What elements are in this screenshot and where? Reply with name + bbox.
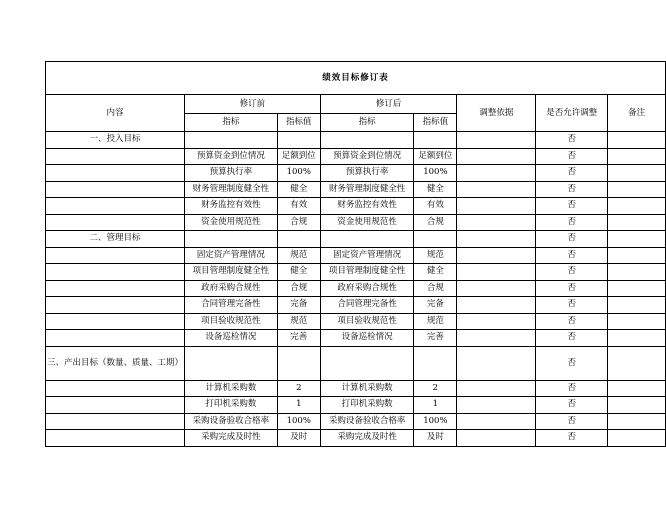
table-row <box>46 330 666 347</box>
cell-category <box>46 165 185 182</box>
cell-indicator-after: 项目验收规范性 <box>320 313 414 330</box>
cell-value-after: 1 <box>414 397 457 414</box>
cell-indicator-after: 财务监控有效性 <box>320 198 414 215</box>
header-before: 修订前 <box>185 95 321 114</box>
cell-remark <box>608 132 666 149</box>
cell-value-before: 有效 <box>277 198 320 215</box>
cell-category <box>46 330 185 347</box>
cell-category <box>46 148 185 165</box>
cell-indicator-after: 设备巡检情况 <box>320 330 414 347</box>
cell-remark <box>608 264 666 281</box>
cell-allowed: 否 <box>536 198 608 215</box>
cell-value-after: 合规 <box>414 214 457 231</box>
header-content: 内容 <box>46 95 185 132</box>
cell-indicator-after: 固定资产管理情况 <box>320 247 414 264</box>
cell-value-after: 合规 <box>414 280 457 297</box>
cell-remark <box>608 380 666 397</box>
cell-value-after: 2 <box>414 380 457 397</box>
cell-value-after: 规范 <box>414 247 457 264</box>
cell-value-before: 及时 <box>277 430 320 447</box>
cell-value-before: 健全 <box>277 181 320 198</box>
cell-basis <box>457 132 536 149</box>
cell-remark <box>608 280 666 297</box>
cell-indicator-before: 采购设备验收合格率 <box>185 413 278 430</box>
cell-remark <box>608 231 666 248</box>
cell-category: 二、管理目标 <box>46 231 185 248</box>
cell-indicator-before: 采购完成及时性 <box>185 430 278 447</box>
cell-indicator-before: 项目验收规范性 <box>185 313 278 330</box>
cell-indicator-after <box>320 346 414 380</box>
cell-value-after: 完备 <box>414 297 457 314</box>
cell-value-after: 健全 <box>414 264 457 281</box>
cell-allowed: 否 <box>536 330 608 347</box>
cell-allowed: 否 <box>536 132 608 149</box>
cell-basis <box>457 280 536 297</box>
cell-remark <box>608 346 666 380</box>
cell-indicator-before: 预算资金到位情况 <box>185 148 278 165</box>
cell-value-after: 完善 <box>414 330 457 347</box>
cell-allowed: 否 <box>536 247 608 264</box>
cell-value-before: 健全 <box>277 264 320 281</box>
cell-allowed: 否 <box>536 297 608 314</box>
header-indicator-after: 指标 <box>320 114 414 132</box>
table-title: 绩效目标修订表 <box>46 62 666 95</box>
table-row <box>46 380 666 397</box>
cell-indicator-before: 合同管理完备性 <box>185 297 278 314</box>
cell-remark <box>608 247 666 264</box>
performance-target-table <box>45 61 666 447</box>
table-row <box>46 132 666 149</box>
cell-remark <box>608 181 666 198</box>
cell-indicator-before: 财务管理制度健全性 <box>185 181 278 198</box>
cell-value-before: 1 <box>277 397 320 414</box>
cell-allowed: 否 <box>536 181 608 198</box>
cell-value-before <box>277 346 320 380</box>
table-row <box>46 148 666 165</box>
cell-basis <box>457 247 536 264</box>
header-remark: 备注 <box>608 95 666 132</box>
cell-category <box>46 380 185 397</box>
cell-allowed: 否 <box>536 148 608 165</box>
cell-category <box>46 397 185 414</box>
cell-category <box>46 280 185 297</box>
cell-indicator-before: 政府采购合规性 <box>185 280 278 297</box>
cell-allowed: 否 <box>536 313 608 330</box>
header-basis: 调整依据 <box>457 95 536 132</box>
cell-allowed: 否 <box>536 397 608 414</box>
cell-allowed: 否 <box>536 380 608 397</box>
cell-category <box>46 297 185 314</box>
cell-value-before: 完备 <box>277 297 320 314</box>
cell-indicator-after: 计算机采购数 <box>320 380 414 397</box>
table-row <box>46 397 666 414</box>
cell-value-after <box>414 132 457 149</box>
cell-basis <box>457 380 536 397</box>
cell-value-before: 合规 <box>277 214 320 231</box>
cell-indicator-before <box>185 346 278 380</box>
cell-basis <box>457 264 536 281</box>
cell-value-before: 合规 <box>277 280 320 297</box>
cell-value-after: 100% <box>414 413 457 430</box>
cell-category: 一、投入目标 <box>46 132 185 149</box>
cell-allowed: 否 <box>536 264 608 281</box>
table-row <box>46 264 666 281</box>
cell-allowed: 否 <box>536 346 608 380</box>
cell-allowed: 否 <box>536 413 608 430</box>
cell-indicator-before: 计算机采购数 <box>185 380 278 397</box>
cell-value-after: 100% <box>414 165 457 182</box>
cell-basis <box>457 430 536 447</box>
cell-value-after: 规范 <box>414 313 457 330</box>
cell-basis <box>457 413 536 430</box>
cell-category <box>46 198 185 215</box>
cell-basis <box>457 214 536 231</box>
cell-category <box>46 247 185 264</box>
cell-remark <box>608 313 666 330</box>
cell-category: 三、产出目标（数量、质量、工期） <box>46 346 185 380</box>
cell-basis <box>457 231 536 248</box>
header-allowed: 是否允许调整 <box>536 95 608 132</box>
cell-value-after: 及时 <box>414 430 457 447</box>
cell-indicator-before <box>185 231 278 248</box>
table-row <box>46 165 666 182</box>
cell-indicator-after: 预算执行率 <box>320 165 414 182</box>
table-row <box>46 231 666 248</box>
cell-remark <box>608 148 666 165</box>
cell-allowed: 否 <box>536 430 608 447</box>
cell-category <box>46 430 185 447</box>
cell-allowed: 否 <box>536 280 608 297</box>
cell-remark <box>608 214 666 231</box>
cell-remark <box>608 165 666 182</box>
cell-remark <box>608 413 666 430</box>
cell-value-before: 100% <box>277 413 320 430</box>
cell-indicator-after: 采购设备验收合格率 <box>320 413 414 430</box>
table-row <box>46 280 666 297</box>
cell-value-before: 2 <box>277 380 320 397</box>
table-row <box>46 247 666 264</box>
cell-remark <box>608 198 666 215</box>
table-row <box>46 297 666 314</box>
cell-indicator-after <box>320 231 414 248</box>
header-after: 修订后 <box>320 95 457 114</box>
header-value-after: 指标值 <box>414 114 457 132</box>
cell-value-before: 规范 <box>277 313 320 330</box>
cell-allowed: 否 <box>536 165 608 182</box>
cell-indicator-after: 资金使用规范性 <box>320 214 414 231</box>
cell-value-after <box>414 346 457 380</box>
cell-basis <box>457 397 536 414</box>
cell-value-before: 足额到位 <box>277 148 320 165</box>
cell-indicator-after: 项目管理制度健全性 <box>320 264 414 281</box>
cell-basis <box>457 165 536 182</box>
cell-indicator-after: 预算资金到位情况 <box>320 148 414 165</box>
cell-value-before: 100% <box>277 165 320 182</box>
cell-category <box>46 181 185 198</box>
cell-indicator-before <box>185 132 278 149</box>
cell-basis <box>457 330 536 347</box>
cell-indicator-after: 合同管理完备性 <box>320 297 414 314</box>
cell-value-after <box>414 231 457 248</box>
cell-remark <box>608 430 666 447</box>
cell-indicator-after: 政府采购合规性 <box>320 280 414 297</box>
table-row <box>46 181 666 198</box>
cell-basis <box>457 297 536 314</box>
cell-allowed: 否 <box>536 231 608 248</box>
cell-remark <box>608 397 666 414</box>
table-row <box>46 430 666 447</box>
cell-indicator-before: 资金使用规范性 <box>185 214 278 231</box>
cell-value-before: 完善 <box>277 330 320 347</box>
cell-value-before <box>277 231 320 248</box>
cell-basis <box>457 148 536 165</box>
cell-basis <box>457 198 536 215</box>
cell-value-after: 足额到位 <box>414 148 457 165</box>
cell-indicator-after: 采购完成及时性 <box>320 430 414 447</box>
cell-remark <box>608 297 666 314</box>
cell-indicator-after <box>320 132 414 149</box>
cell-category <box>46 413 185 430</box>
cell-remark <box>608 330 666 347</box>
cell-indicator-before: 财务监控有效性 <box>185 198 278 215</box>
cell-indicator-after: 财务管理制度健全性 <box>320 181 414 198</box>
cell-indicator-after: 打印机采购数 <box>320 397 414 414</box>
cell-value-after: 健全 <box>414 181 457 198</box>
cell-basis <box>457 346 536 380</box>
cell-basis <box>457 313 536 330</box>
table-row <box>46 198 666 215</box>
table-row <box>46 346 666 380</box>
cell-value-before <box>277 132 320 149</box>
cell-indicator-before: 设备巡检情况 <box>185 330 278 347</box>
cell-category <box>46 313 185 330</box>
cell-category <box>46 214 185 231</box>
cell-indicator-before: 项目管理制度健全性 <box>185 264 278 281</box>
table-row <box>46 214 666 231</box>
cell-indicator-before: 打印机采购数 <box>185 397 278 414</box>
cell-allowed: 否 <box>536 214 608 231</box>
cell-indicator-before: 预算执行率 <box>185 165 278 182</box>
table-row <box>46 313 666 330</box>
header-value-before: 指标值 <box>277 114 320 132</box>
cell-value-before: 规范 <box>277 247 320 264</box>
cell-indicator-before: 固定资产管理情况 <box>185 247 278 264</box>
header-indicator-before: 指标 <box>185 114 278 132</box>
cell-value-after: 有效 <box>414 198 457 215</box>
cell-category <box>46 264 185 281</box>
table-row <box>46 413 666 430</box>
cell-basis <box>457 181 536 198</box>
